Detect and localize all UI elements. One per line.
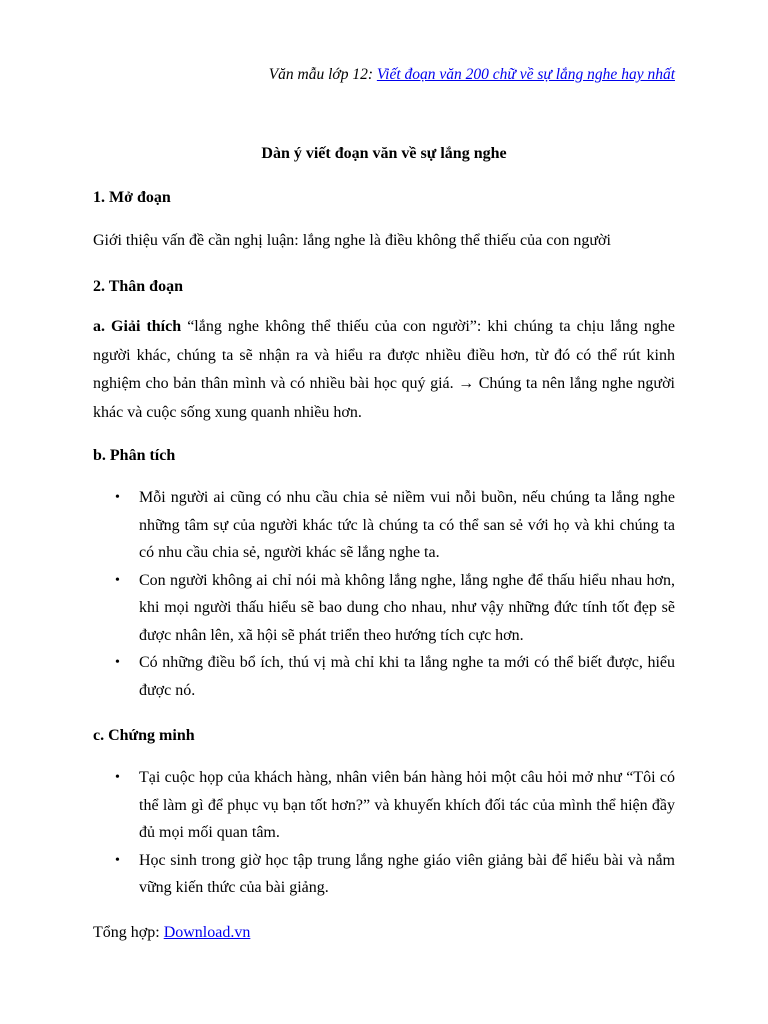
explanation-text: “lắng nghe không thể thiếu của con người”: khi chúng ta chịu lắng nghe người khác, chúng ta sẽ nhận ra và hiểu ra được nhiều điều hơn, từ đó có thể rút kinh nghiệm cho bản thân mình và có nhiều bài học quý giá. → Chúng ta nên lắng nghe người khác và cuộc sống xung quanh nhiều hơn. — [93, 318, 675, 422]
evidence-list — [115, 764, 675, 902]
list-item-text: Con người không ai chỉ nói mà không lắng nghe, lắng nghe để thấu hiểu nhau hơn, khi mọi người thấu hiểu sẽ bao dung cho nhau, như vậy những đức tính tốt đẹp sẽ được nhân lên, xã hội sẽ phát triển theo hướng tích cực hơn. — [139, 571, 675, 644]
list-item — [115, 567, 675, 650]
bullet-icon: • — [115, 655, 120, 670]
list-item-text: Tại cuộc họp của khách hàng, nhân viên bán hàng hỏi một câu hỏi mở như “Tôi có thể làm gì để phục vụ bạn tốt hơn?” và khuyến khích đối tác của mình thể hiện đầy đủ mọi mối quan tâm. — [139, 769, 675, 841]
bullet-icon: • — [115, 572, 120, 588]
header-link[interactable]: Viết đoạn văn 200 chữ về sự lắng nghe hay nhất — [376, 66, 675, 83]
section1-heading: 1. Mở đoạn — [93, 189, 171, 206]
section2-heading: 2. Thân đoạn — [93, 278, 183, 295]
list-item-text: Có những điều bổ ích, thú vị mà chỉ khi ta lắng nghe ta mới có thể biết được, hiểu được nó. — [139, 654, 675, 699]
page-header — [0, 64, 675, 86]
analysis-heading: b. Phân tích — [93, 447, 176, 464]
bullet-icon: • — [115, 490, 120, 505]
explanation-label: a. Giải thích — [93, 318, 182, 335]
list-item — [115, 764, 675, 847]
bullet-icon: • — [115, 770, 120, 785]
bullet-icon: • — [115, 852, 120, 868]
section1-text: Giới thiệu vấn đề cần nghị luận: lắng nghe là điều không thể thiếu của con người — [93, 232, 611, 249]
list-item — [115, 649, 675, 704]
list-item-text: Mỗi người ai cũng có nhu cầu chia sẻ niềm vui nỗi buồn, nếu chúng ta lắng nghe những tâm sự của người khác tức là chúng ta có thể san sẻ với họ và khi chúng ta có nhu cầu chia sẻ, người khác sẽ lắng nghe ta. — [139, 489, 675, 561]
evidence-heading: c. Chứng minh — [93, 727, 195, 744]
analysis-list — [115, 484, 675, 704]
explanation-paragraph — [93, 313, 675, 428]
document-title: Dàn ý viết đoạn văn về sự lắng nghe — [261, 145, 507, 162]
list-item — [115, 484, 675, 567]
footer-prefix: Tổng hợp: — [93, 924, 164, 941]
header-prefix: Văn mẫu lớp 12: — [268, 66, 377, 83]
list-item — [115, 847, 675, 902]
list-item-text: Học sinh trong giờ học tập trung lắng nghe giáo viên giảng bài để hiểu bài và nắm vững kiến thức của bài giảng. — [139, 851, 675, 896]
footer-link[interactable]: Download.vn — [163, 924, 251, 941]
page-footer — [93, 922, 250, 944]
